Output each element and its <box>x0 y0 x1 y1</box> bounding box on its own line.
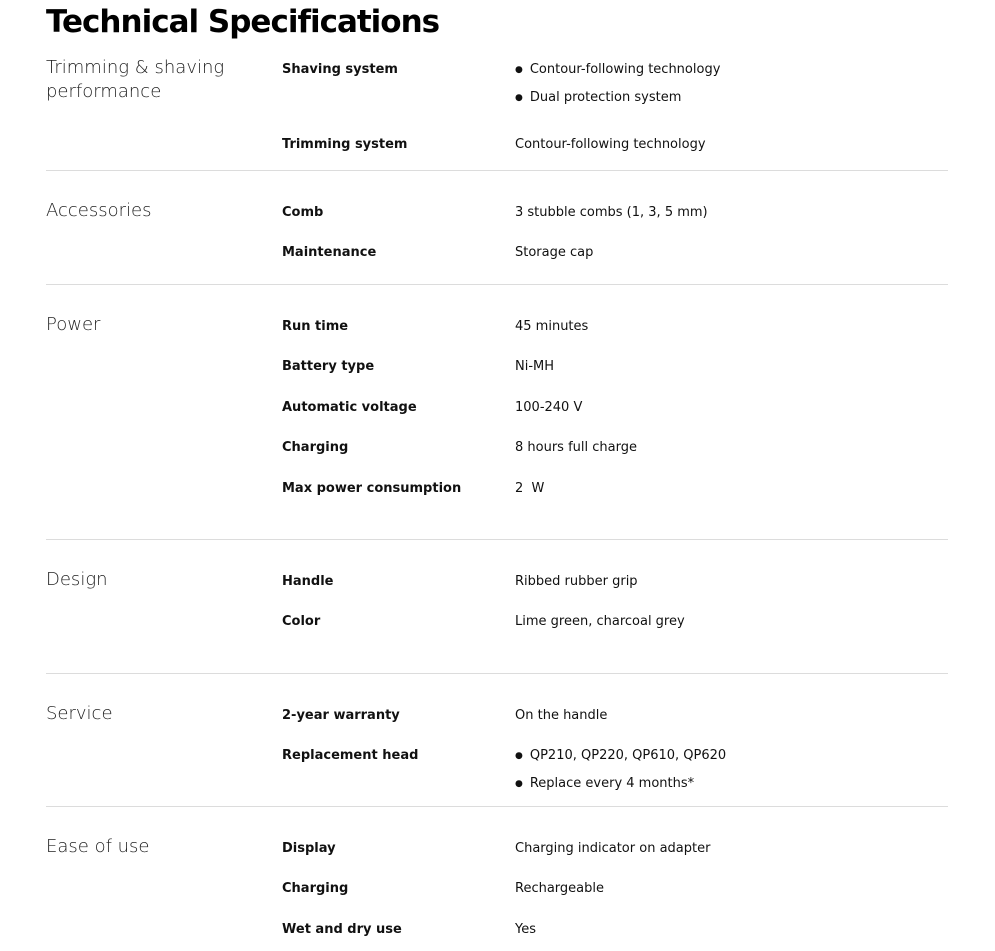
spec-label-replacement-head: Replacement head <box>282 748 419 763</box>
spec-value: Lime green, charcoal grey <box>515 614 685 629</box>
spec-label-wet-and-dry-use: Wet and dry use <box>282 922 402 937</box>
spec-value: Charging indicator on adapter <box>515 841 711 856</box>
spec-label-automatic-voltage: Automatic voltage <box>282 400 417 415</box>
section-title: Ease of use <box>46 836 150 857</box>
section-title: Power <box>46 314 101 335</box>
spec-label-warranty: 2-year warranty <box>282 708 400 723</box>
spec-label-display: Display <box>282 841 336 856</box>
spec-label-charging: Charging <box>282 440 349 455</box>
spec-section-power <box>46 284 948 540</box>
spec-value: Contour-following technology <box>515 137 706 152</box>
spec-value: On the handle <box>515 708 608 723</box>
spec-value: Rechargeable <box>515 881 604 896</box>
section-title: Design <box>46 569 108 590</box>
spec-value-item: ● Contour-following technology <box>515 62 720 79</box>
spec-value: Ni-MH <box>515 359 555 374</box>
spec-label-comb: Comb <box>282 205 324 220</box>
spec-value-item: ● Replace every 4 months* <box>515 776 694 793</box>
spec-section-trimming-shaving <box>46 56 948 170</box>
spec-section-ease-of-use <box>46 806 948 951</box>
section-title: Accessories <box>46 200 152 221</box>
spec-label-handle: Handle <box>282 574 334 589</box>
spec-value: 45 minutes <box>515 319 589 334</box>
section-title: Trimming & shaving performance <box>46 57 225 102</box>
spec-value-item: ● QP210, QP220, QP610, QP620 <box>515 748 726 765</box>
spec-value: 3 stubble combs (1, 3, 5 mm) <box>515 205 708 220</box>
spec-label-run-time: Run time <box>282 319 349 334</box>
spec-label-charging: Charging <box>282 881 349 896</box>
page-title: Technical Specifications <box>46 4 440 40</box>
spec-label-shaving-system: Shaving system <box>282 62 398 77</box>
spec-value: Storage cap <box>515 245 594 260</box>
spec-section-design <box>46 539 948 674</box>
spec-section-service <box>46 673 948 807</box>
spec-section-accessories <box>46 170 948 285</box>
spec-value: 100-240 V <box>515 400 583 415</box>
spec-value: Ribbed rubber grip <box>515 574 638 589</box>
spec-label-maintenance: Maintenance <box>282 245 377 260</box>
spec-value: Yes <box>515 922 536 937</box>
spec-label-battery-type: Battery type <box>282 359 375 374</box>
spec-label-trimming-system: Trimming system <box>282 137 408 152</box>
spec-value: 8 hours full charge <box>515 440 637 455</box>
spec-label-color: Color <box>282 614 321 629</box>
spec-value-item: ● Dual protection system <box>515 90 681 107</box>
spec-value: 2 W <box>515 481 545 496</box>
spec-label-max-power-consumption: Max power consumption <box>282 481 462 496</box>
section-title: Service <box>46 703 113 724</box>
